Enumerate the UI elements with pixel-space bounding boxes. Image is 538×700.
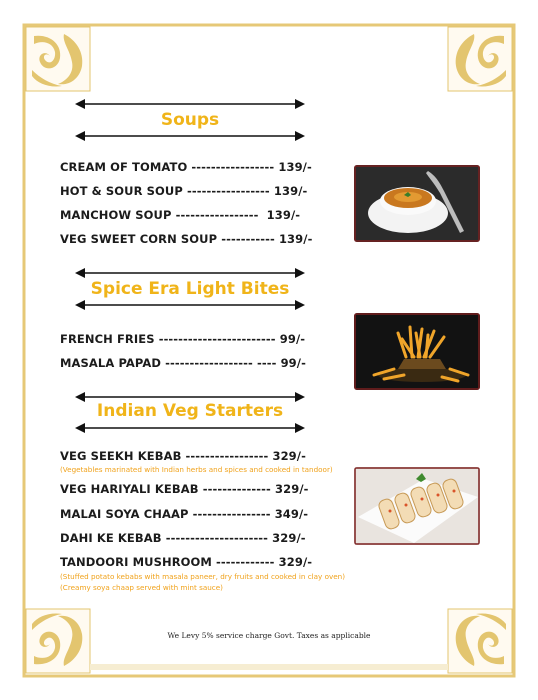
soup-bowl-photo bbox=[354, 165, 480, 242]
kebab-platter-photo bbox=[354, 467, 480, 545]
menu-item: VEG SWEET CORN SOUP ----------- 139/- bbox=[60, 232, 313, 246]
french-fries-photo bbox=[354, 313, 480, 390]
divider-arrow-icon bbox=[75, 98, 305, 110]
section-title-soups: Soups bbox=[160, 110, 220, 130]
section-title-veg-starters: Indian Veg Starters bbox=[96, 401, 284, 421]
menu-item: MALAI SOYA CHAAP ---------------- 349/- bbox=[60, 507, 309, 521]
corner-ornament-icon bbox=[448, 27, 512, 91]
item-description: (Stuffed potato kebabs with masala paneer, dry fruits and cooked in clay oven) bbox=[60, 572, 346, 581]
menu-item: DAHI KE KEBAB --------------------- 329/- bbox=[60, 531, 306, 545]
menu-item: MASALA PAPAD ------------------ ---- 99/- bbox=[60, 356, 306, 370]
menu-item: MANCHOW SOUP ----------------- 139/- bbox=[60, 208, 301, 222]
menu-item: TANDOORI MUSHROOM ------------ 329/- bbox=[60, 555, 313, 569]
menu-item: VEG SEEKH KEBAB ----------------- 329/- bbox=[60, 449, 306, 463]
divider-arrow-icon bbox=[75, 130, 305, 142]
menu-item: CREAM OF TOMATO ----------------- 139/- bbox=[60, 160, 312, 174]
item-description: (Creamy soya chaap served with mint sauce) bbox=[60, 583, 223, 592]
corner-ornament-icon bbox=[448, 609, 512, 673]
divider-arrow-icon bbox=[75, 422, 305, 434]
divider-arrow-icon bbox=[75, 267, 305, 279]
corner-ornament-icon bbox=[26, 609, 90, 673]
item-description: (Vegetables marinated with Indian herbs and spices and cooked in tandoor) bbox=[60, 465, 333, 474]
menu-item: HOT & SOUR SOUP ----------------- 139/- bbox=[60, 184, 308, 198]
menu-item: VEG HARIYALI KEBAB -------------- 329/- bbox=[60, 482, 309, 496]
corner-ornament-icon bbox=[26, 27, 90, 91]
service-charge-footer: We Levy 5% service charge Govt. Taxes as applicable bbox=[167, 631, 371, 640]
divider-arrow-icon bbox=[75, 299, 305, 311]
menu-item: FRENCH FRIES ------------------------ 99/- bbox=[60, 332, 306, 346]
section-title-light-bites: Spice Era Light Bites bbox=[90, 279, 290, 299]
